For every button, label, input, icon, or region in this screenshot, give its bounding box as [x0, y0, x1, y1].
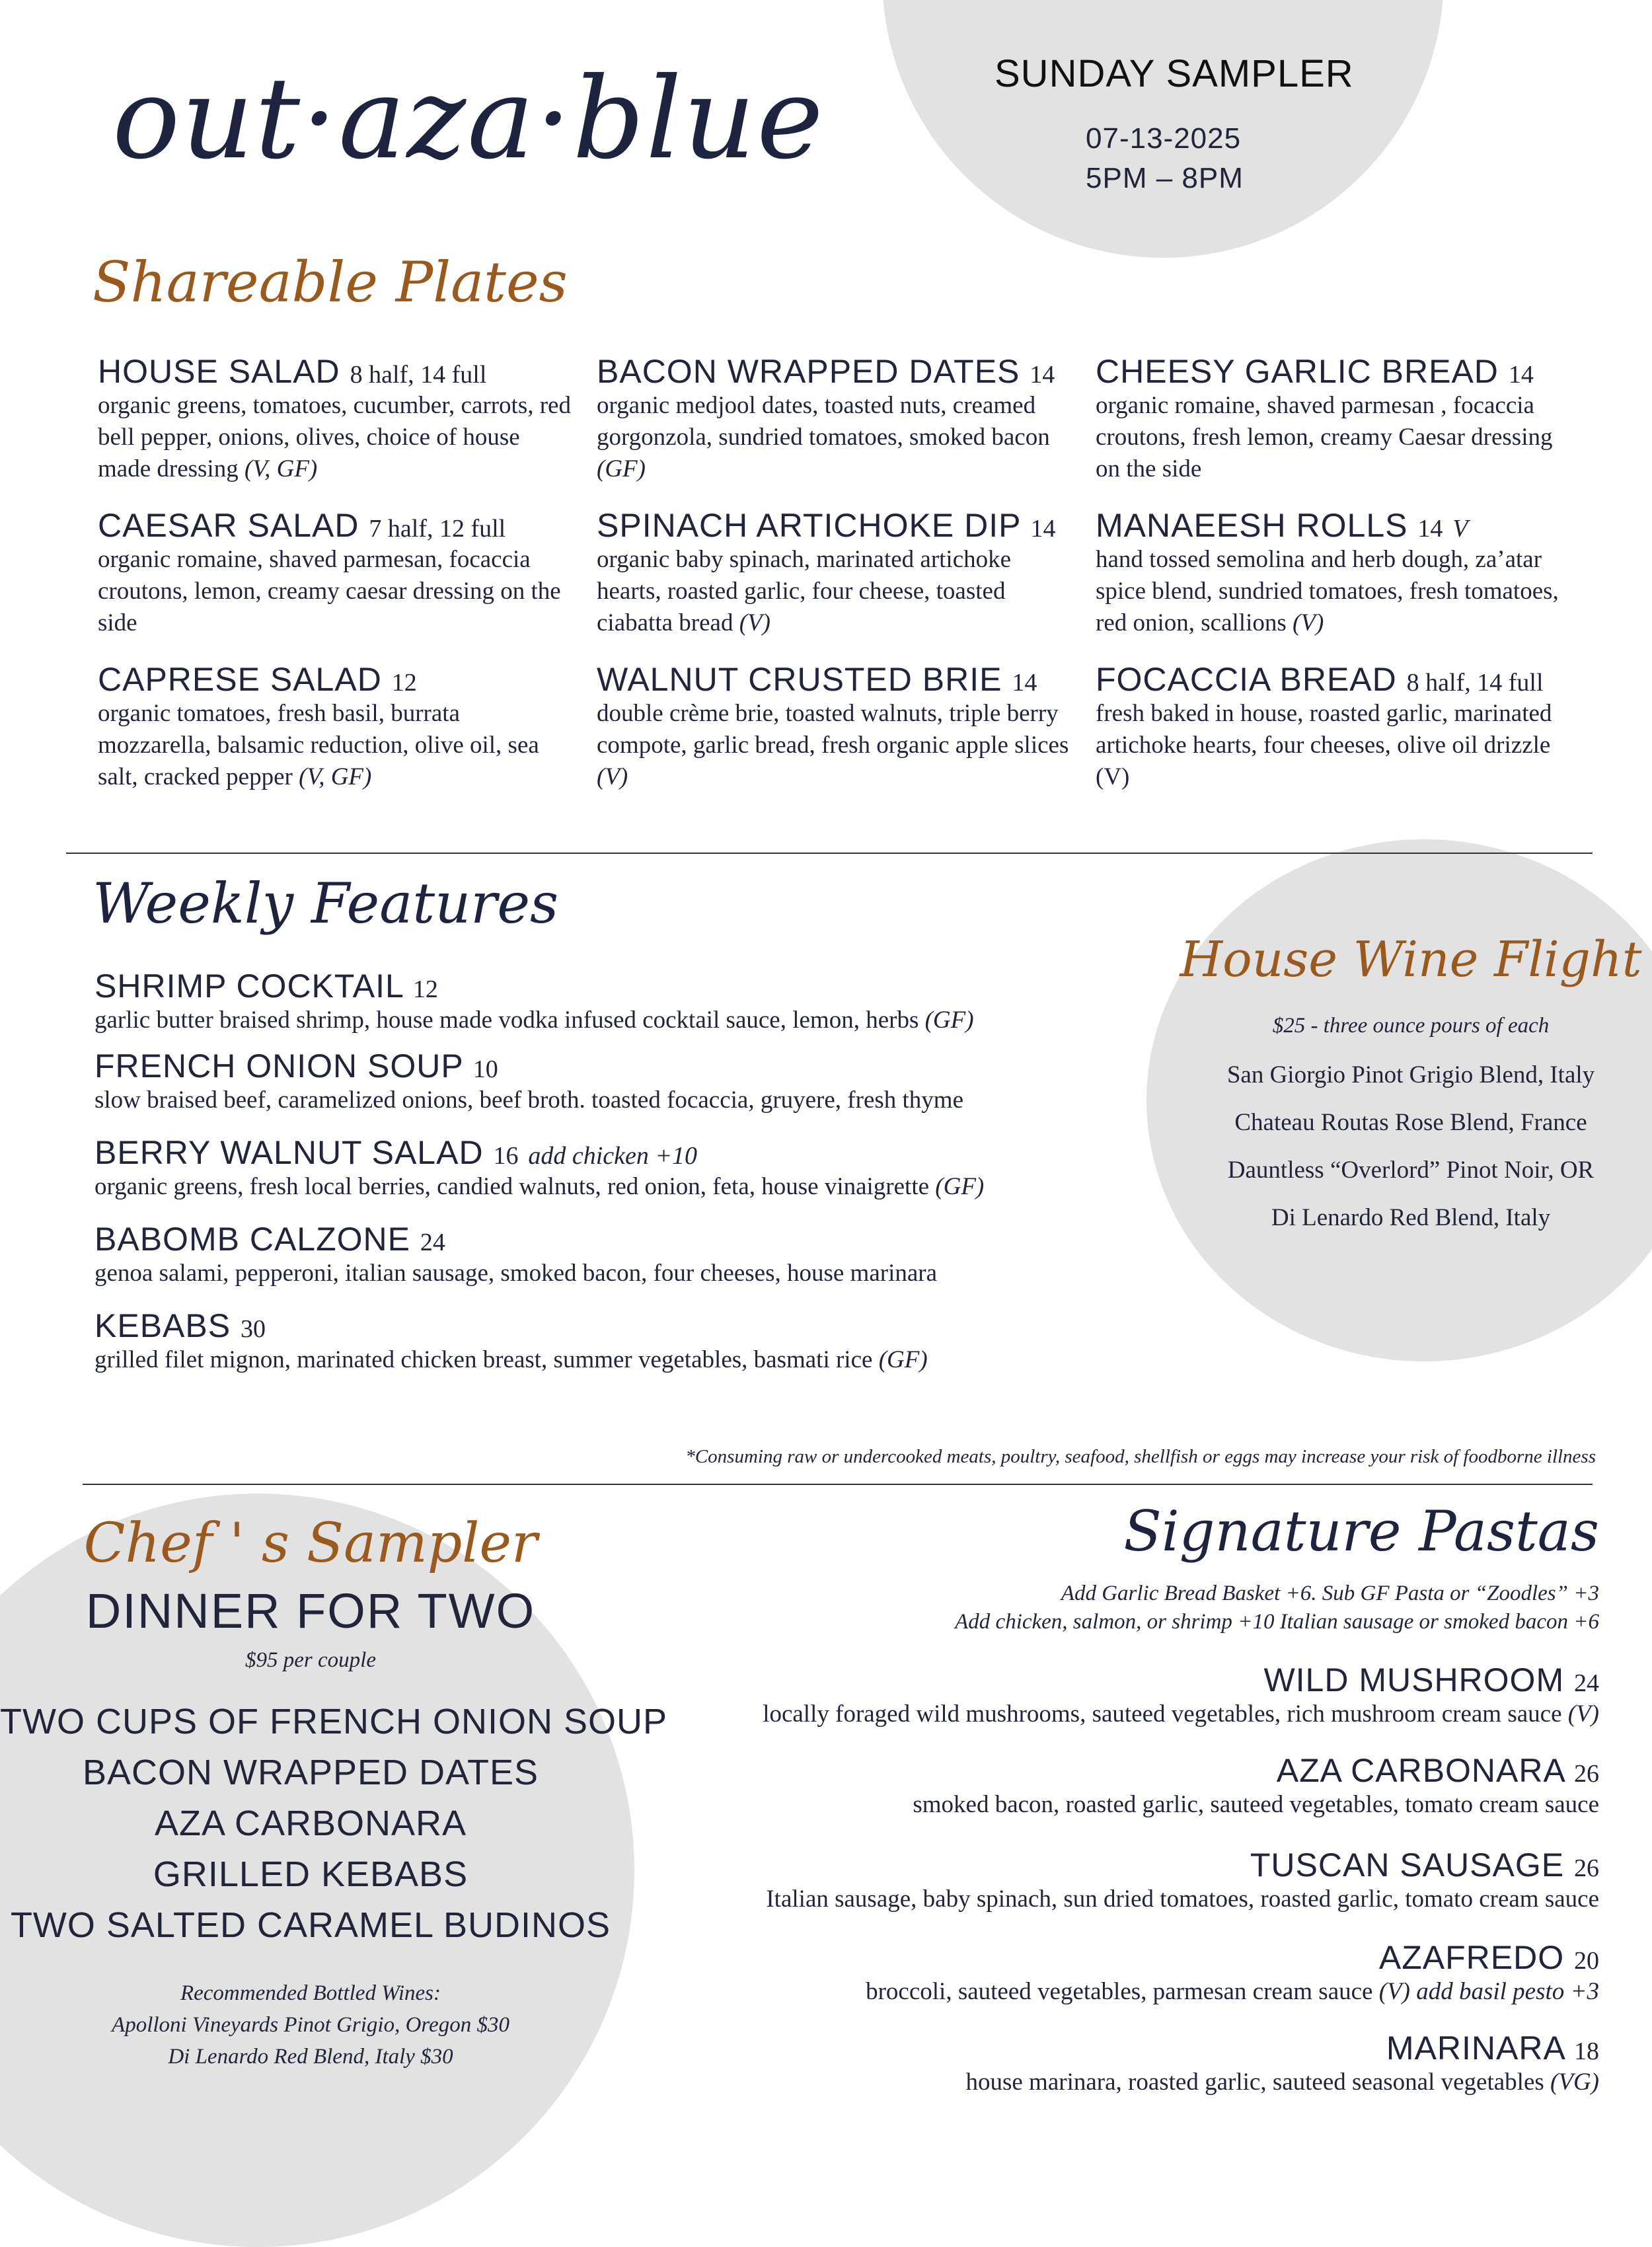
dish-name: CAESAR SALAD 7 half, 12 full: [98, 507, 506, 544]
wine-flight-heading: House Wine Flight: [1180, 931, 1642, 988]
dish-description: organic greens, tomatoes, cucumber, carrots, red bell pepper, onions, olives, choice of house made dressing (V, GF): [98, 392, 571, 482]
menu-item: [1096, 508, 1571, 639]
chef-course: AZA CARBONARA: [154, 1804, 467, 1843]
dish-name: FOCACCIA BREAD 8 half, 14 full: [1096, 661, 1544, 698]
chef-heading: Chef ' s Sampler: [83, 1512, 538, 1575]
dish-name: CAPRESE SALAD 12: [98, 661, 417, 698]
menu-item: [94, 1221, 1185, 1289]
menu-item: [98, 662, 574, 793]
dish-name: BACON WRAPPED DATES 14: [597, 353, 1055, 390]
dish-description: double crème brie, toasted walnuts, triple berry compote, garlic bread, fresh organic apple slices (V): [597, 700, 1069, 790]
dish-description: broccoli, sauteed vegetables, parmesan cream sauce (V) add basil pesto +3: [866, 1978, 1599, 2005]
section-divider: [83, 1484, 1593, 1485]
event-date: 07-13-2025: [1086, 122, 1242, 155]
pasta-item: [866, 1940, 1599, 2008]
wine-flight: [1166, 931, 1652, 1242]
shareable-column-3: [1096, 354, 1571, 816]
menu-item: [98, 354, 574, 485]
chef-wine-item: Apolloni Vineyards Pinot Grigio, Oregon $30: [112, 2013, 509, 2037]
pasta-item: [913, 1753, 1599, 1821]
dish-name: SHRIMP COCKTAIL 12: [94, 968, 438, 1005]
chef-course: BACON WRAPPED DATES: [82, 1753, 539, 1792]
dish-name: MARINARA 18: [1386, 2030, 1599, 2067]
dish-description: organic romaine, shaved parmesan , focaccia croutons, fresh lemon, creamy Caesar dressing on the side: [1096, 392, 1553, 482]
menu-item: [597, 508, 1072, 639]
pastas-note-1: Add Garlic Bread Basket +6. Sub GF Pasta or “Zoodles” +3: [1061, 1581, 1599, 1605]
shareable-column-2: [597, 354, 1072, 816]
menu-item: [597, 354, 1072, 485]
chef-course: GRILLED KEBABS: [153, 1854, 469, 1894]
section-divider: [66, 853, 1593, 854]
wine-flight-subtitle: $25 - three ounce pours of each: [1272, 1014, 1550, 1038]
dish-description: grilled filet mignon, marinated chicken breast, summer vegetables, basmati rice (GF): [94, 1346, 928, 1373]
dish-name: WILD MUSHROOM 24: [1263, 1661, 1599, 1698]
menu-item: [94, 968, 1185, 1036]
dish-description: locally foraged wild mushrooms, sauteed vegetables, rich mushroom cream sauce (V): [763, 1700, 1599, 1728]
dish-description: hand tossed semolina and herb dough, za’atar spice blend, sundried tomatoes, fresh tomatoes, red onion, scallions (V): [1096, 546, 1559, 636]
dish-name: KEBABS 30: [94, 1307, 266, 1344]
dish-description: organic medjool dates, toasted nuts, creamed gorgonzola, sundried tomatoes, smoked bacon (GF): [597, 392, 1050, 482]
dish-name: BERRY WALNUT SALAD 16 add chicken +10: [94, 1134, 698, 1171]
dish-name: HOUSE SALAD 8 half, 14 full: [98, 353, 487, 390]
dish-description: house marinara, roasted garlic, sauteed seasonal vegetables (VG): [965, 2069, 1599, 2096]
dish-description: genoa salami, pepperoni, italian sausage, smoked bacon, four cheeses, house marinara: [94, 1260, 938, 1287]
wine-item: Dauntless “Overlord” Pinot Noir, OR: [1227, 1157, 1595, 1184]
weekly-heading: Weekly Features: [93, 871, 559, 936]
dish-name: MANAEESH ROLLS 14 V: [1096, 507, 1468, 544]
dish-description: organic tomatoes, fresh basil, burrata mozzarella, balsamic reduction, olive oil, sea salt, cracked pepper (V, GF): [98, 700, 539, 790]
wine-item: San Giorgio Pinot Grigio Blend, Italy: [1226, 1061, 1595, 1088]
dish-description: organic romaine, shaved parmesan, focaccia croutons, lemon, creamy caesar dressing on the side: [98, 546, 561, 636]
chef-course: TWO CUPS OF FRENCH ONION SOUP: [0, 1702, 668, 1741]
chef-price: $95 per couple: [245, 1648, 376, 1672]
dish-description: slow braised beef, caramelized onions, beef broth. toasted focaccia, gruyere, fresh thyme: [94, 1086, 963, 1114]
event-time: 5PM – 8PM: [1086, 162, 1244, 194]
dish-name: AZA CARBONARA 26: [1276, 1752, 1599, 1789]
pasta-item: [965, 2030, 1599, 2098]
dish-name: CHEESY GARLIC BREAD 14: [1096, 353, 1534, 390]
pasta-item: [763, 1662, 1599, 1730]
chef-wines-heading: Recommended Bottled Wines:: [180, 1981, 441, 2005]
dish-description: Italian sausage, baby spinach, sun dried tomatoes, roasted garlic, tomato cream sauce: [766, 1885, 1599, 1913]
menu-item: [94, 1135, 1185, 1203]
wine-item: Chateau Routas Rose Blend, France: [1234, 1109, 1587, 1136]
pastas-heading: Signature Pastas: [1123, 1499, 1599, 1564]
menu-item: [1096, 662, 1571, 793]
chef-course: TWO SALTED CARAMEL BUDINOS: [10, 1905, 611, 1945]
dish-description: organic baby spinach, marinated artichoke hearts, roasted garlic, four cheese, toasted ciabatta bread (V): [597, 546, 1012, 636]
dish-description: smoked bacon, roasted garlic, sauteed vegetables, tomato cream sauce: [913, 1791, 1599, 1818]
menu-item: [94, 1308, 1185, 1376]
chef-sampler: [0, 1512, 668, 2073]
shareable-heading: Shareable Plates: [93, 250, 568, 315]
menu-item: [1096, 354, 1571, 485]
chef-wine-item: Di Lenardo Red Blend, Italy $30: [168, 2045, 453, 2069]
dish-description: garlic butter braised shrimp, house made vodka infused cocktail sauce, lemon, herbs (GF): [94, 1007, 974, 1034]
menu-item: [597, 662, 1072, 793]
chef-title: DINNER FOR TWO: [85, 1583, 536, 1638]
dish-description: fresh baked in house, roasted garlic, marinated artichoke hearts, four cheeses, olive oil drizzle (V): [1096, 700, 1552, 790]
menu-item: [98, 508, 574, 639]
event-title: SUNDAY SAMPLER: [995, 52, 1354, 95]
dish-name: WALNUT CRUSTED BRIE 14: [597, 661, 1037, 698]
pastas-note-2: Add chicken, salmon, or shrimp +10 Italian sausage or smoked bacon +6: [955, 1610, 1599, 1634]
dish-name: TUSCAN SAUSAGE 26: [1250, 1847, 1599, 1884]
food-safety-disclaimer: *Consuming raw or undercooked meats, poultry, seafood, shellfish or eggs may increase your risk of foodborne illness: [685, 1446, 1596, 1467]
dish-description: organic greens, fresh local berries, candied walnuts, red onion, feta, house vinaigrette (GF): [94, 1173, 985, 1200]
wine-item: Di Lenardo Red Blend, Italy: [1271, 1204, 1551, 1231]
shareable-column-1: [98, 354, 574, 816]
dish-name: BABOMB CALZONE 24: [94, 1221, 445, 1258]
menu-item: [94, 1048, 1185, 1116]
dish-name: AZAFREDO 20: [1378, 1939, 1599, 1976]
pasta-item: [766, 1847, 1599, 1915]
weekly-features-list: [94, 968, 1185, 1376]
dish-name: SPINACH ARTICHOKE DIP 14: [597, 507, 1056, 544]
dish-name: FRENCH ONION SOUP 10: [94, 1047, 498, 1085]
logo: out·aza·blue: [112, 54, 825, 184]
